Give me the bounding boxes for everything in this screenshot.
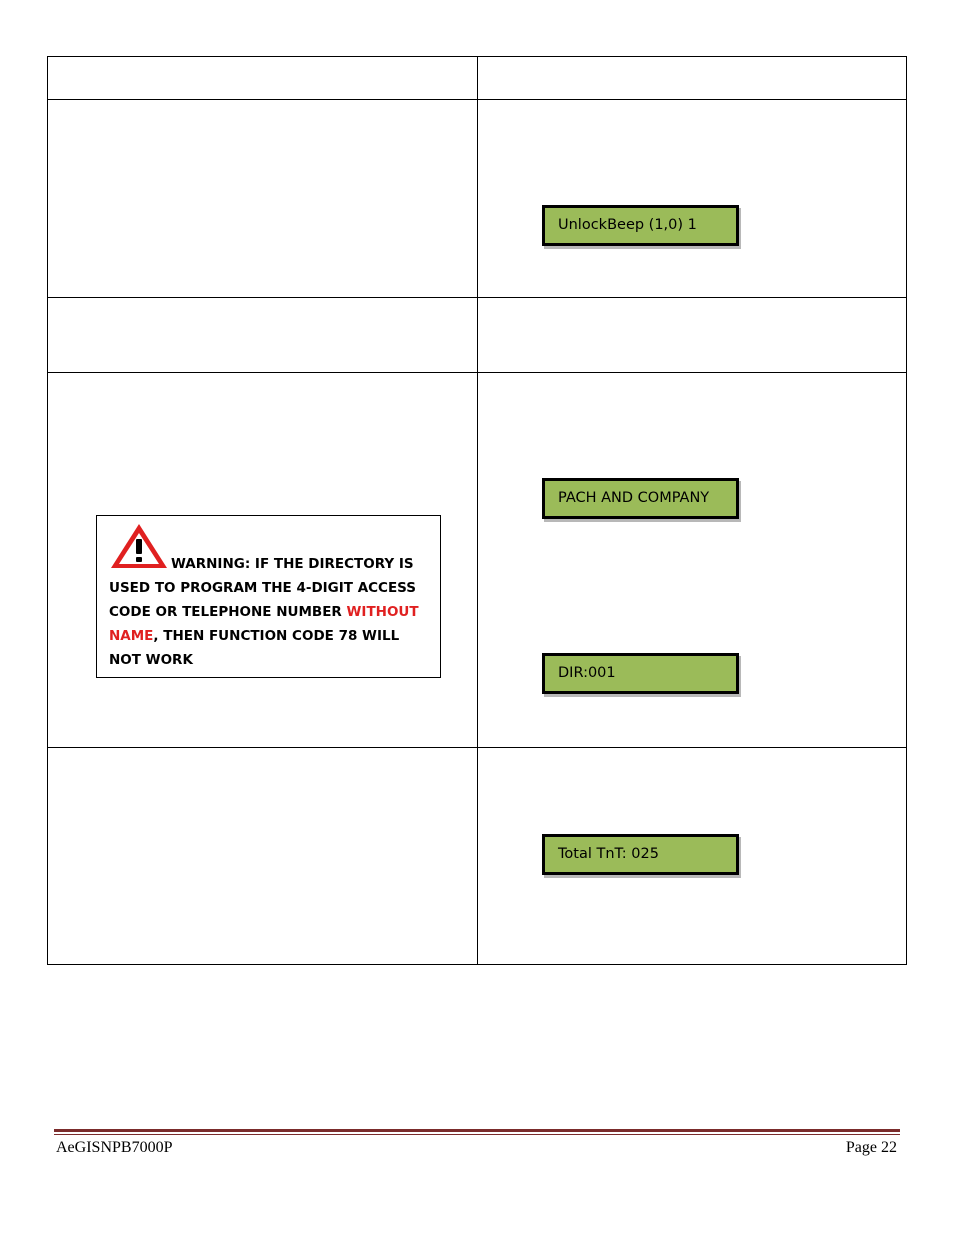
lcd-display-total-tnt: Total TnT: 025 xyxy=(542,834,739,875)
footer-rule-thin xyxy=(54,1134,900,1135)
warning-text-end: , THEN FUNCTION CODE 78 WILL NOT WORK xyxy=(109,628,400,668)
warning-box xyxy=(96,515,441,678)
footer-page-number: Page 22 xyxy=(845,1139,897,1156)
footer-document-name: AeGISNPB7000P xyxy=(56,1139,173,1156)
lcd-display-directory-number: DIR:001 xyxy=(542,653,739,694)
warning-text: WARNING: IF THE DIRECTORY IS USED TO PROGRAM THE 4-DIGIT ACCESS CODE OR TELEPHONE NUMBER xyxy=(109,556,417,620)
warning-triangle-icon xyxy=(109,522,169,570)
lcd-display-unlock-beep: UnlockBeep (1,0) 1 xyxy=(542,205,739,246)
warning-highlight: WITHOUT NAME xyxy=(109,604,419,644)
table-column-divider xyxy=(477,57,478,964)
footer-rule xyxy=(54,1129,900,1132)
lcd-display-directory-name: PACH AND COMPANY xyxy=(542,478,739,519)
instruction-table xyxy=(47,56,907,965)
